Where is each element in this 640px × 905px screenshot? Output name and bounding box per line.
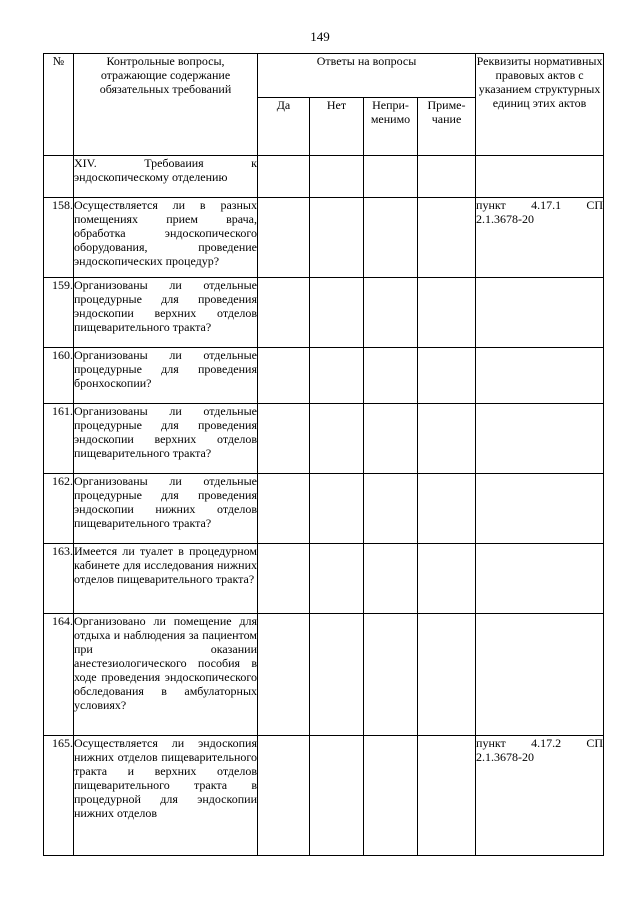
section-title [74,156,258,198]
question-text [74,198,258,278]
answer-cell[interactable] [258,474,310,544]
answer-cell[interactable] [258,278,310,348]
answer-cell[interactable] [258,544,310,614]
section-num-cell [44,156,74,198]
answer-cell[interactable] [418,404,476,474]
requisites-cell [476,198,604,278]
answer-cell[interactable] [418,736,476,856]
answer-cell[interactable] [418,474,476,544]
answer-cell[interactable] [258,614,310,736]
row-number: 162. [44,474,74,544]
requisite-item: пункт [476,736,506,750]
answer-cell[interactable] [310,278,364,348]
answer-cell[interactable] [310,156,364,198]
requisites-cell [476,614,604,736]
requisite-item: пункт [476,198,506,212]
answer-cell[interactable] [364,348,418,404]
requisite-code: СП [586,736,604,750]
question-label: Имеется ли туалет в процедурном кабинете для исследования нижних отделов пищеварительного тракта? [74,544,257,586]
question-text [74,404,258,474]
requisites-cell [476,544,604,614]
answer-cell[interactable] [258,156,310,198]
section-word-1: XIV. [74,156,97,170]
question-label: Организованы ли отдельные процедурные для проведения бронхоскопии? [74,348,257,390]
answer-cell[interactable] [418,278,476,348]
requisites-cell [476,348,604,404]
table-row [44,544,604,614]
answer-cell[interactable] [258,404,310,474]
row-number: 163. [44,544,74,614]
answer-cell[interactable] [310,736,364,856]
header-num: № [44,54,74,156]
header-note: Приме- чание [418,98,476,156]
question-text [74,348,258,404]
header-requisites: Реквизиты нормативных правовых актов с указанием структурных единиц этих актов [476,54,604,156]
requisites-cell [476,474,604,544]
requisite-point: 4.17.1 [531,198,562,212]
answer-cell[interactable] [418,614,476,736]
requisites-cell [476,736,604,856]
answer-cell[interactable] [258,736,310,856]
table-row [44,614,604,736]
answer-cell[interactable] [310,198,364,278]
answer-cell[interactable] [418,348,476,404]
header-not-applicable: Непри- менимо [364,98,418,156]
header-questions: Контрольные вопросы, отражающие содержание обязательных требований [74,54,258,156]
answer-cell[interactable] [310,404,364,474]
answer-cell[interactable] [258,198,310,278]
header-answers: Ответы на вопросы [258,54,476,98]
row-number: 160. [44,348,74,404]
answer-cell[interactable] [418,198,476,278]
section-row [44,156,604,198]
table-row [44,278,604,348]
requisites-cell [476,404,604,474]
requisite-code: СП [586,198,604,212]
answer-cell[interactable] [364,474,418,544]
row-number: 161. [44,404,74,474]
answer-cell[interactable] [258,348,310,404]
checklist-table [43,53,604,856]
answer-cell[interactable] [310,474,364,544]
requisite-point: 4.17.2 [531,736,562,750]
row-number: 159. [44,278,74,348]
question-label: Организованы ли отдельные процедурные для проведения эндоскопии верхних отделов пищеварительного тракта? [74,278,257,334]
question-label: Организованы ли отдельные процедурные для проведения эндоскопии нижних отделов пищеварительного тракта? [74,474,257,530]
answer-cell[interactable] [310,348,364,404]
row-number: 158. [44,198,74,278]
question-label: Осуществляется ли в разных помещениях прием врача, обработка эндоскопического оборудования, проведение эндоскопических процедур? [74,198,257,268]
answer-cell[interactable] [310,544,364,614]
question-text [74,614,258,736]
row-number: 165. [44,736,74,856]
requisites-cell [476,156,604,198]
answer-cell[interactable] [364,198,418,278]
question-text [74,278,258,348]
row-number: 164. [44,614,74,736]
answer-cell[interactable] [310,614,364,736]
question-label: Организованы ли отдельные процедурные для проведения эндоскопии верхних отделов пищеварительного тракта? [74,404,257,460]
question-label: Организовано ли помещение для отдыха и наблюдения за пациентом при оказании анестезиологического пособия в ходе проведения эндоскопического обследования в амбулаторных условиях? [74,614,257,712]
question-text [74,544,258,614]
section-word-2: Требоваиия [144,156,204,170]
answer-cell[interactable] [418,156,476,198]
answer-cell[interactable] [364,156,418,198]
section-word-3: к [251,156,257,170]
header-yes: Да [258,98,310,156]
table-row [44,736,604,856]
answer-cell[interactable] [364,736,418,856]
table-row [44,198,604,278]
table-row [44,404,604,474]
page-number: 149 [310,29,330,44]
section-rest: эндоскопическому отделению [74,170,228,184]
question-text [74,474,258,544]
answer-cell[interactable] [364,614,418,736]
answer-cell[interactable] [364,544,418,614]
table-row [44,474,604,544]
requisites-cell [476,278,604,348]
requisite-document: 2.1.3678-20 [476,750,535,764]
answer-cell[interactable] [364,404,418,474]
answer-cell[interactable] [364,278,418,348]
question-label: Осуществляется ли эндоскопия нижних отделов пищеварительного тракта и верхних отделов пищеварительного тракта в процедурной для эндоскопии нижних отделов [74,736,257,820]
header-no: Нет [310,98,364,156]
requisite-document: 2.1.3678-20 [476,212,535,226]
answer-cell[interactable] [418,544,476,614]
table-row [44,348,604,404]
question-text [74,736,258,856]
